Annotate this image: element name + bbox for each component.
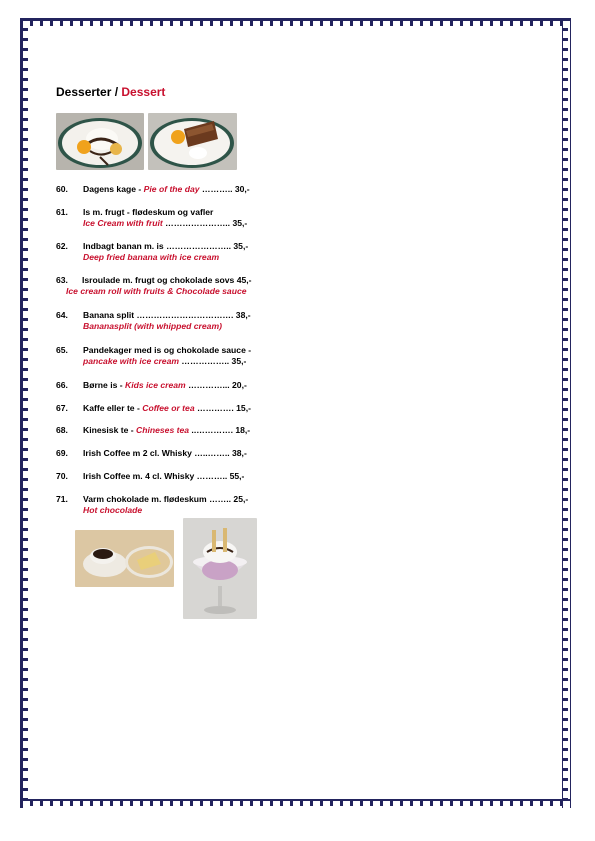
item-number: 70. — [56, 471, 68, 481]
item-number: 69. — [56, 448, 68, 458]
item-number: 67. — [56, 403, 68, 413]
coffee-cake-photo — [75, 530, 174, 587]
dessert-photo-2 — [148, 113, 237, 170]
item-number: 63. — [56, 275, 68, 285]
item-number: 64. — [56, 310, 68, 320]
item-number: 68. — [56, 425, 68, 435]
sundae-photo — [183, 518, 257, 619]
item-number: 65. — [56, 345, 68, 355]
item-number: 66. — [56, 380, 68, 390]
page-title: Desserter / Dessert — [56, 85, 166, 99]
item-number: 71. — [56, 494, 68, 504]
item-number: 60. — [56, 184, 68, 194]
item-number: 61. — [56, 207, 68, 217]
item-number: 62. — [56, 241, 68, 251]
dessert-photo-1 — [56, 113, 144, 170]
